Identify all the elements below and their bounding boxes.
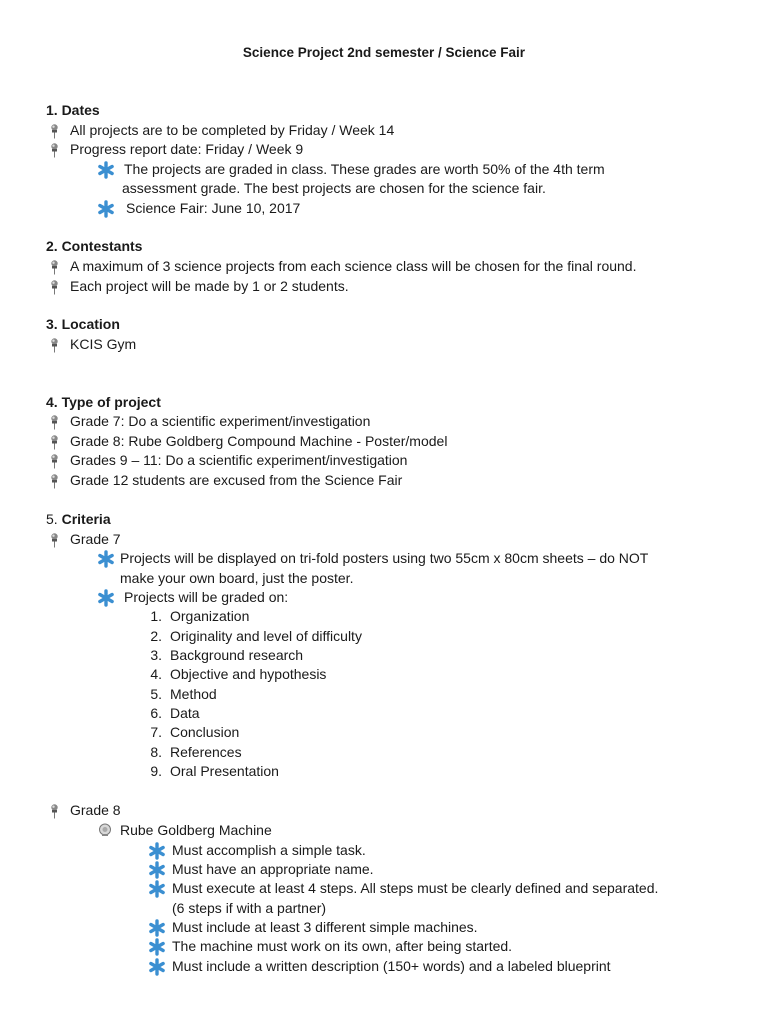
list-number: 1. [150,608,162,624]
machine-requirement: The machine must work on its own, after being started. [172,938,513,954]
contestants-item: A maximum of 3 science projects from each science class will be chosen for the final round. [70,258,637,274]
grading-criterion: Originality and level of difficulty [170,628,362,644]
asterisk-icon [97,589,115,607]
grade-7-requirement: Projects will be displayed on tri-fold posters using two 55cm x 80cm sheets – do NOT [120,550,649,566]
criteria-grade-8: Grade 8 [70,802,121,818]
pushpin-icon [50,338,59,353]
grading-criterion: References [170,744,242,760]
dates-item: All projects are to be completed by Friday / Week 14 [70,122,395,138]
wheel-icon [98,823,112,837]
list-number: 3. [150,647,162,663]
section-number: 5. [46,511,58,527]
pushpin-icon [50,143,59,158]
section-heading-dates: 1. Dates [46,102,100,118]
section-heading-contestants: 2. Contestants [46,238,143,254]
list-number: 4. [150,666,162,682]
pushpin-icon [50,454,59,469]
asterisk-icon [97,161,115,179]
dates-subitem: The projects are graded in class. These grades are worth 50% of the 4th term [124,161,605,177]
dates-item: Progress report date: Friday / Week 9 [70,141,304,157]
grading-criterion: Conclusion [170,724,240,740]
grade-8-subitem: Rube Goldberg Machine [120,822,272,838]
dates-subitem: Science Fair: June 10, 2017 [126,200,301,216]
list-number: 7. [150,724,162,740]
pushpin-icon [50,804,59,819]
pushpin-icon [50,435,59,450]
pushpin-icon [50,260,59,275]
asterisk-icon [148,958,166,976]
asterisk-icon [148,938,166,956]
grading-criterion: Objective and hypothesis [170,666,327,682]
section-heading-criteria [46,510,111,529]
grading-criterion: Data [170,705,200,721]
asterisk-icon [97,550,115,568]
project-type-item: Grade 7: Do a scientific experiment/investigation [70,413,371,429]
asterisk-icon [97,200,115,218]
pushpin-icon [50,280,59,295]
project-type-item: Grade 8: Rube Goldberg Compound Machine - Poster/model [70,433,448,449]
list-number: 9. [150,763,162,779]
machine-requirement: Must include a written description (150+ words) and a labeled blueprint [172,958,611,974]
list-number: 5. [150,686,162,702]
pushpin-icon [50,474,59,489]
asterisk-icon [148,861,166,879]
project-type-item: Grades 9 – 11: Do a scientific experiment/investigation [70,452,408,468]
contestants-item: Each project will be made by 1 or 2 students. [70,278,349,294]
list-number: 2. [150,628,162,644]
asterisk-icon [148,919,166,937]
section-heading-type-of-project: 4. Type of project [46,394,161,410]
machine-requirement: Must have an appropriate name. [172,861,374,877]
pushpin-icon [50,533,59,548]
grading-criterion: Oral Presentation [170,763,279,779]
grading-criterion: Background research [170,647,304,663]
asterisk-icon [148,880,166,898]
list-number: 6. [150,705,162,721]
machine-requirement: Must execute at least 4 steps. All steps must be clearly defined and separated. [172,880,659,896]
document-title: Science Project 2nd semester / Science Fair [242,45,526,60]
grade-7-requirement-continued: make your own board, just the poster. [120,570,354,586]
machine-requirement: Must accomplish a simple task. [172,842,366,858]
dates-subitem-continued: assessment grade. The best projects are chosen for the science fair. [122,180,546,196]
list-number: 8. [150,744,162,760]
project-type-item: Grade 12 students are excused from the Science Fair [70,472,403,488]
section-heading-label: Criteria [61,511,111,527]
section-heading-location: 3. Location [46,316,120,332]
criteria-grade-7: Grade 7 [70,531,121,547]
asterisk-icon [148,842,166,860]
machine-requirement: Must include at least 3 different simple machines. [172,919,478,935]
grade-7-requirement: Projects will be graded on: [124,589,289,605]
grading-criterion: Organization [170,608,250,624]
grading-criterion: Method [170,686,217,702]
pushpin-icon [50,124,59,139]
location-item: KCIS Gym [70,336,137,352]
pushpin-icon [50,415,59,430]
machine-requirement-continued: (6 steps if with a partner) [172,900,327,916]
